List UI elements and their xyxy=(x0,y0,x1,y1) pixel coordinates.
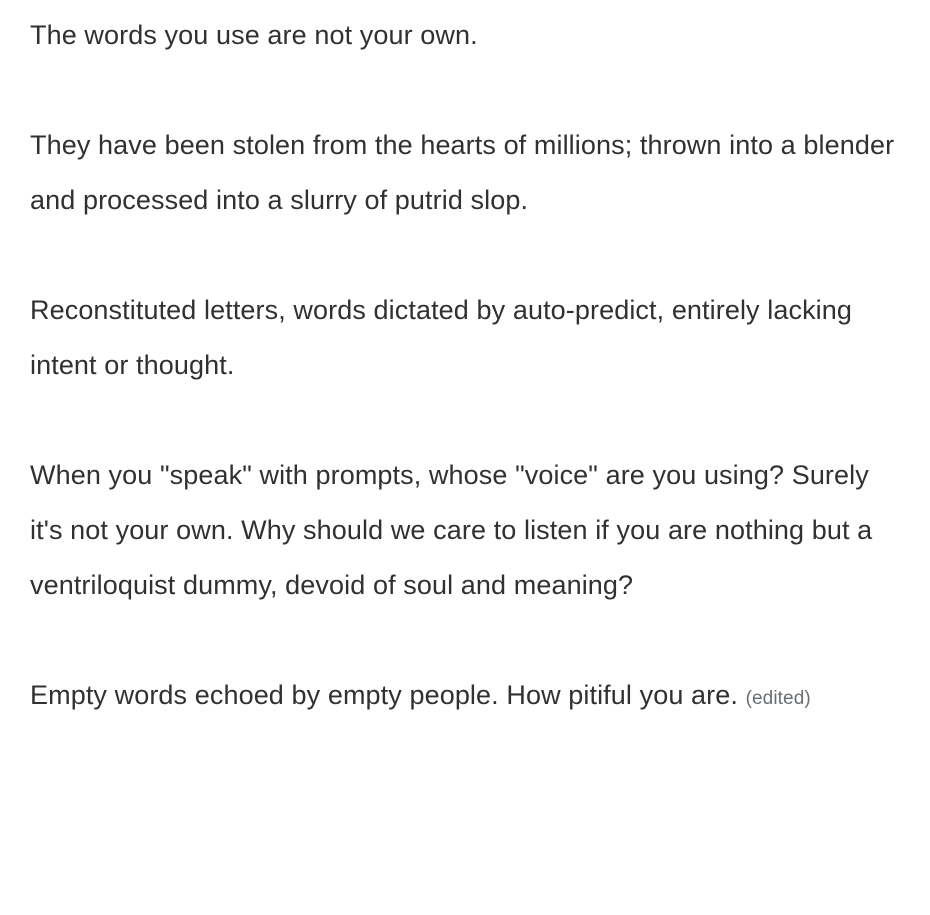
message-paragraph-1: The words you use are not your own. xyxy=(30,20,478,50)
message-paragraph-5-text: Empty words echoed by empty people. How pitiful you are. xyxy=(30,680,738,710)
message-paragraph-3: Reconstituted letters, words dictated by auto-predict, entirely lacking intent or thought. xyxy=(30,295,860,380)
message-paragraph-5 xyxy=(30,668,900,726)
edited-badge: (edited) xyxy=(745,688,811,709)
message-paragraph-4: When you "speak" with prompts, whose "voice" are you using? Surely it's not your own. Why should we care to listen if you are nothing but a ventriloquist dummy, devoid of soul and meaning? xyxy=(30,460,880,600)
message-paragraph-2: They have been stolen from the hearts of millions; thrown into a blender and processed into a slurry of putrid slop. xyxy=(30,130,902,215)
